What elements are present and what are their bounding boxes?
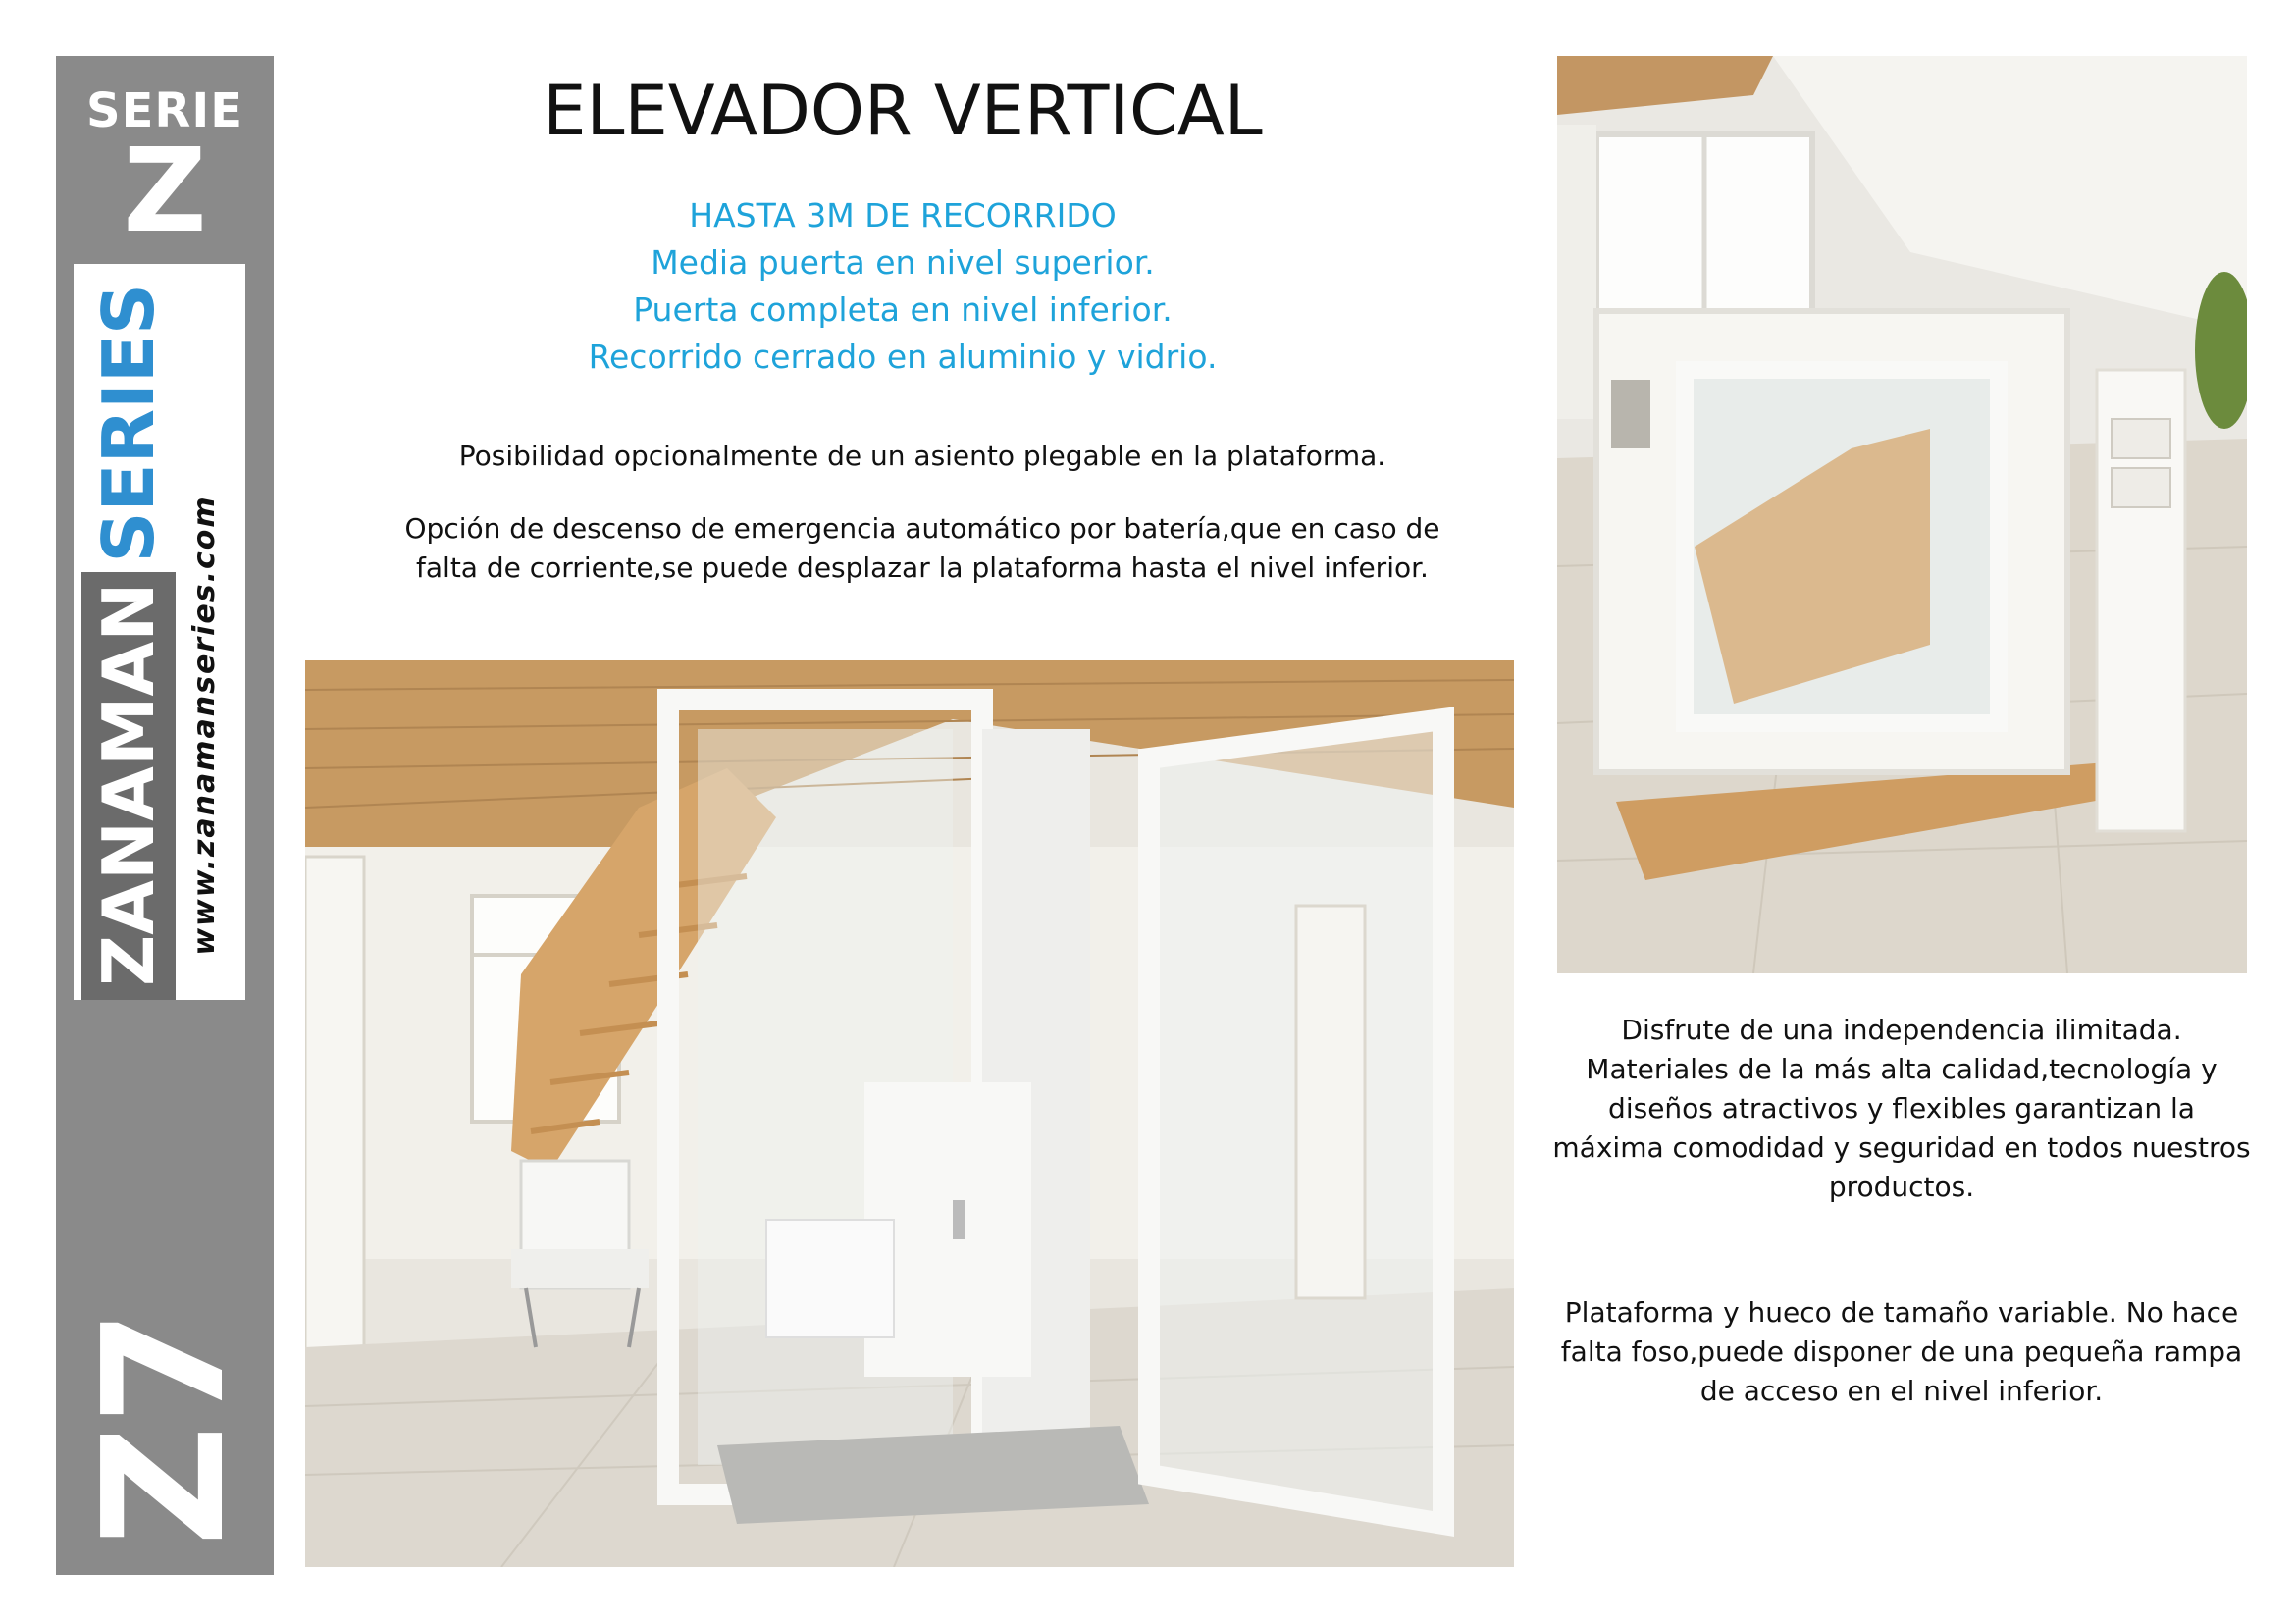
model-code [56,1281,274,1575]
description-paragraph: Plataforma y hueco de tamaño variable. No hace falta foso,puede disponer de una pequeña rampa de acceso en el nivel inferior. [1560,1296,2243,1407]
feature-line: Recorrido cerrado en aluminio y vidrio. [588,338,1218,376]
brand-name-part2: SERIES [81,274,176,572]
elevator-main-photo [305,660,1514,1567]
page-title: ELEVADOR VERTICAL [543,71,1263,151]
description-paragraph: Disfrute de una independencia ilimitada. Materiales de la más alta calidad,tecnología y diseños atractivos y flexibles garantizan la máxima comodidad y seguridad en todos nuestros productos. [1552,1014,2251,1203]
description-paragraph: Posibilidad opcionalmente de un asiento plegable en la plataforma. [458,440,1386,472]
serie-label: SERIE [86,83,243,138]
description-right [1552,1011,2251,1497]
description-paragraph: Opción de descenso de emergencia automático por batería,que en caso de falta de corriente,se puede desplazar la plataforma hasta el nivel inferior. [404,512,1440,584]
elevator-side-photo [1557,56,2247,973]
website-url: www.zanamanseries.com [187,495,222,956]
features-list [432,192,1374,381]
feature-line: HASTA 3M DE RECORRIDO [689,196,1117,235]
feature-line: Puerta completa en nivel inferior. [633,290,1173,329]
brand-logo [74,264,245,1000]
model-label: Z7 [68,1309,262,1546]
sidebar [56,56,274,1575]
feature-line: Media puerta en nivel superior. [651,243,1155,282]
serie-letter: Z [123,123,207,258]
brand-name-part1: ZANAMAN [81,572,176,1000]
description-left [324,437,1521,621]
